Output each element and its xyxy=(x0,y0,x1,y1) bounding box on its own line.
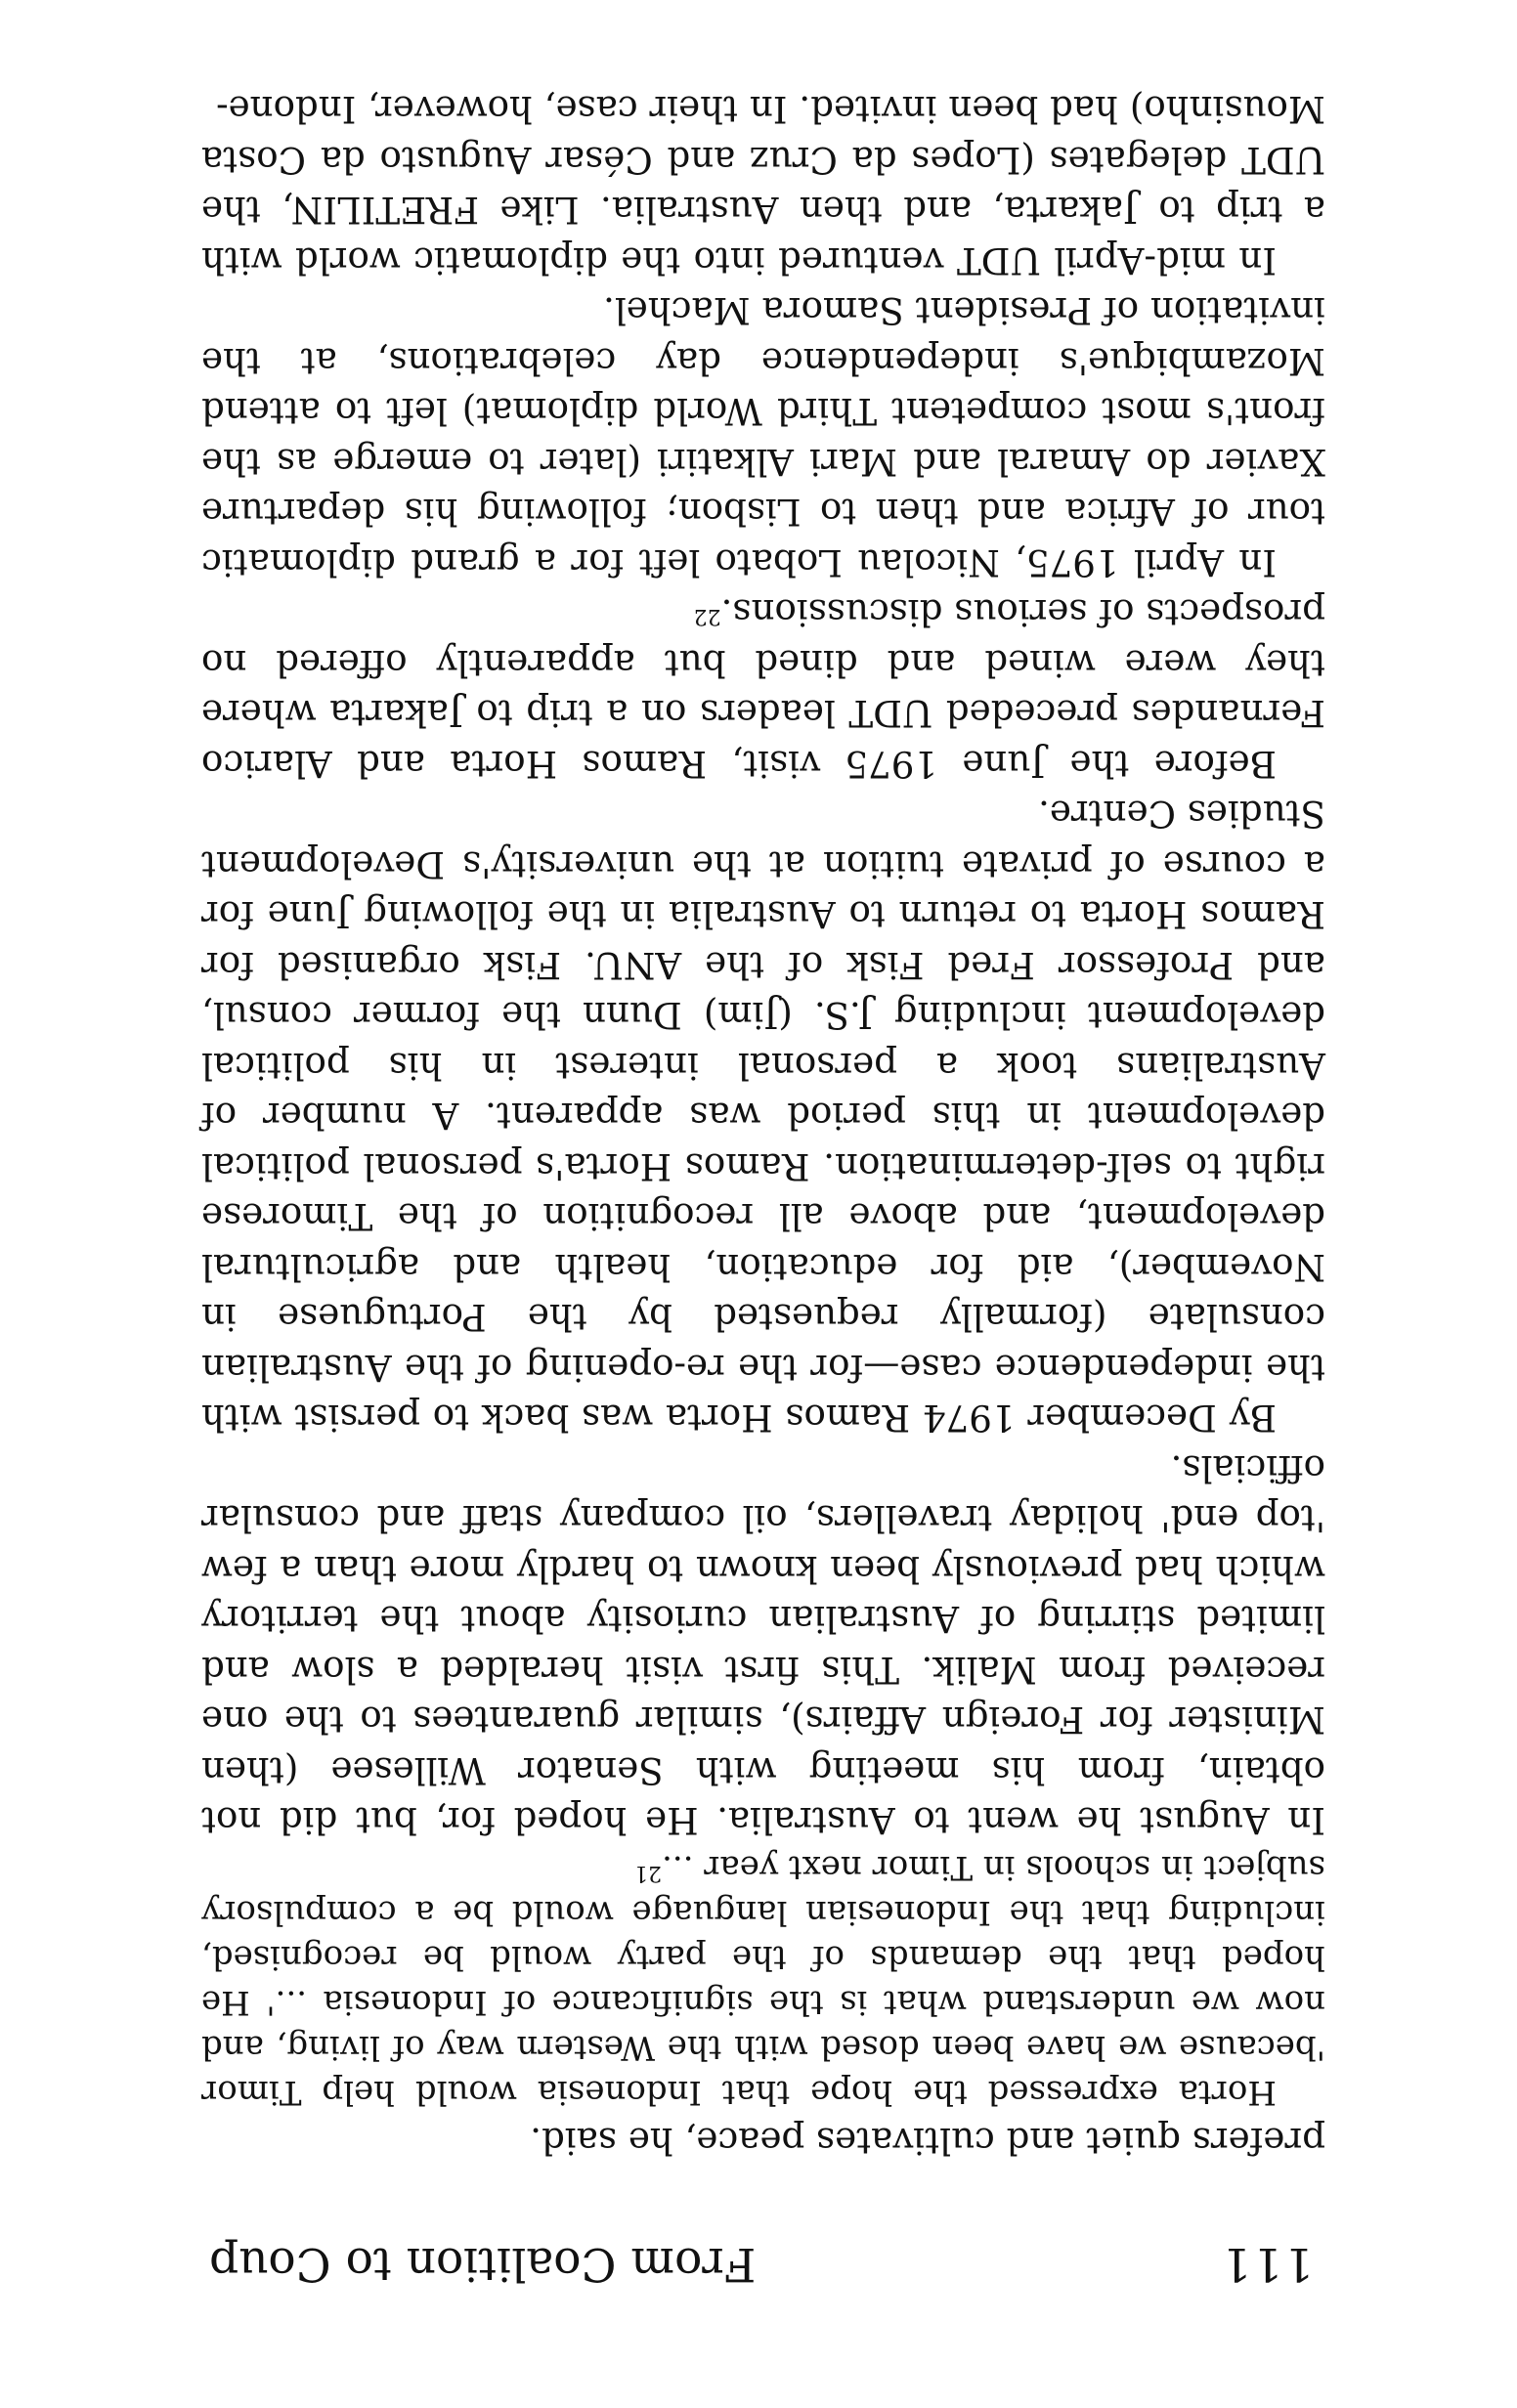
paragraph: Before the June 1975 visit, Ramos Horta and Alarico Fernandes preceded UDT leaders on a trip to Jakarta where they were wined and dined but apparently offered no prospects of serious discussions.$^{22}$ xyxy=(201,591,1325,786)
page-header xyxy=(209,2234,1314,2293)
footnote-ref: 21 xyxy=(634,1861,663,1886)
body-text xyxy=(201,84,1325,2166)
paragraph: prefers quiet and cultivates peace, he said. xyxy=(530,2120,1325,2163)
paragraph: In April 1975, Nicolau Lobato left for a grand diplomatic tour of Africa and then to Lisbon; following his departure Xavier do Amaral and Mari Alkatiri (later to emerge as the front's most competent Third World diplomat) left to attend Mozambique's independence day celebrations, at the invitation of President Samora Machel. xyxy=(201,289,1325,584)
running-head: From Coalition to Coup xyxy=(209,2237,757,2291)
paragraph: In mid-April UDT ventured into the diplomatic world with a trip to Jakarta, and then Australia. Like FRETILIN, the UDT delegates (Lopes da Cruz and César Augusto da Costa Mousinho) had been invited. In their case, however, Indone- xyxy=(201,88,1325,282)
paragraph: In August he went to Australia. He hoped for, but did not obtain, from his meeting with Senator Willesee (then Minister for Foreign Affairs), similar guarantees to the one received from Malik. This first visit heralded a slow and limited stirring of Australian curiosity about the territory which had previously been known to hardly more than a few 'top end' holiday travellers, oil company staff and consular officials. xyxy=(201,1447,1325,1843)
block-quote: Horta expressed the hope that Indonesia would help Timor 'because we have been dosed with the Western way of living, and now we understand what is the significance of Indonesia ...' He hoped that the demands of the party would be recognised, including that the Indonesian language would be a compulsory subject in schools in Timor next year ...$^{21}$ xyxy=(201,1848,1325,2113)
page-number: 111 xyxy=(1220,2237,1314,2291)
paragraph: By December 1974 Ramos Horta was back to persist with the independence case—for the re-opening of the Australian consulate (formally requested by the Portuguese in November), aid for education, health and agricultural development, and above all recognition of the Timorese right to self-determination. Ramos Horta's personal political development in this period was apparent. A number of Australians took a personal interest in his political development including J.S. (Jim) Dunn the former consul, and Professor Fred Fisk of the ANU. Fisk organised for Ramos Horta to return to Australia in the following June for a course of private tuition at the university's Development Studies Centre. xyxy=(201,793,1325,1440)
footnote-ref: 22 xyxy=(693,604,721,629)
